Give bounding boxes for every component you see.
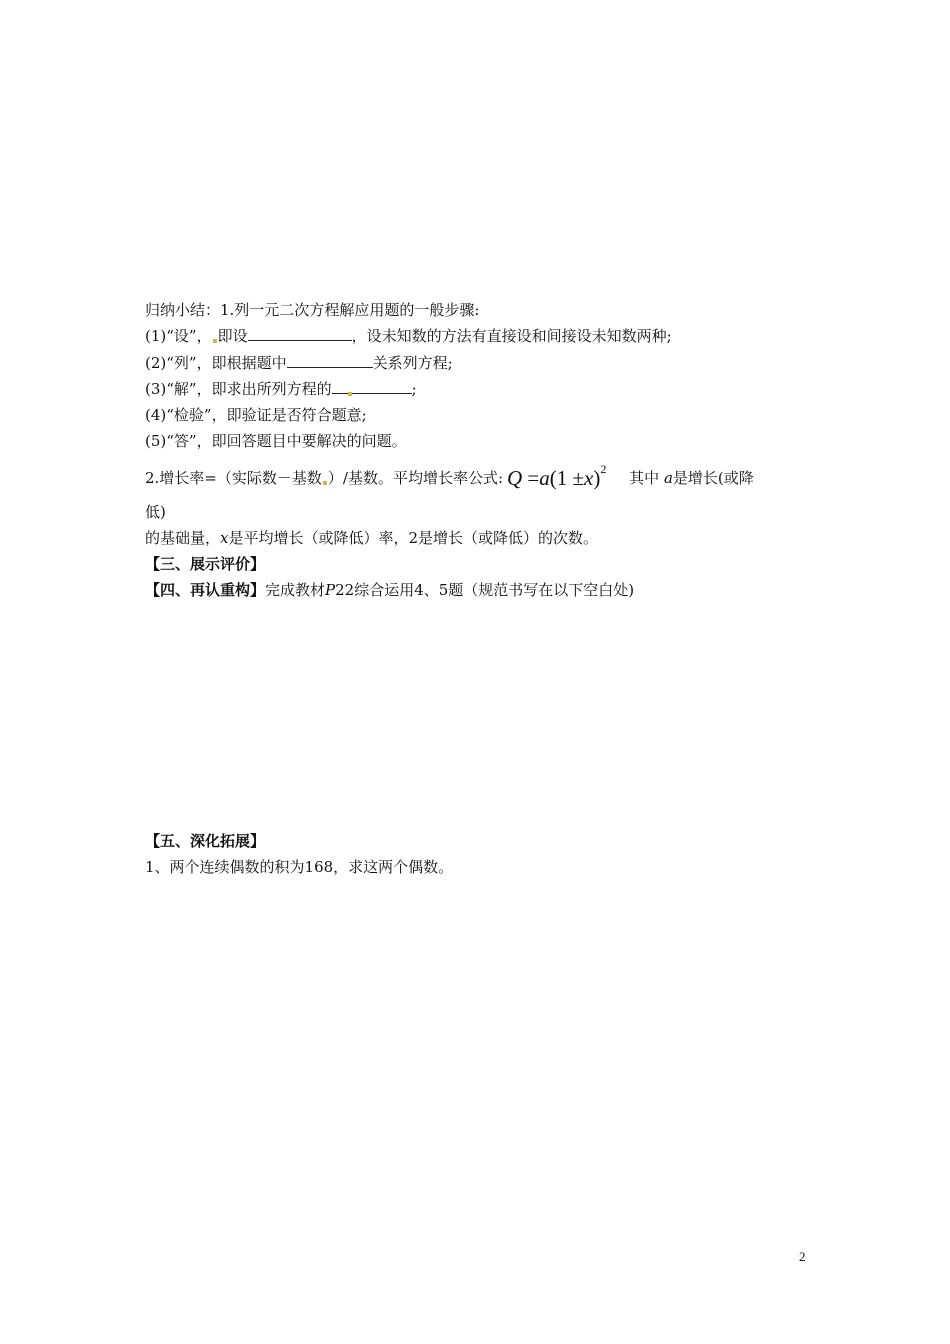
step-2-rest: 关系列方程; [372, 354, 453, 372]
fill-blank [248, 326, 352, 341]
step-1-rest: ，设未知数的方法有直接设和间接设未知数两种; [351, 327, 672, 345]
section-4-post: 22综合运用4、5题（规范书写在以下空白处) [335, 581, 635, 599]
growth-after: 其中 [629, 469, 660, 487]
summary-title: 归纳小结：1.列一元二次方程解应用题的一般步骤: [145, 301, 480, 319]
step-1-text: 即设 [217, 327, 248, 345]
highlight-mark [213, 339, 217, 343]
growth-line2 [145, 528, 598, 548]
step-4-text: 即验证是否符合题意; [226, 406, 367, 424]
question-1: 1、两个连续偶数的积为168，求这两个偶数。 [145, 858, 454, 876]
section-4-p: P [325, 581, 336, 599]
fill-blank [287, 353, 373, 368]
section-4 [145, 580, 634, 600]
step-1-label: (1)“设”， [145, 327, 212, 345]
section-4-pre: 完成教材 [265, 581, 326, 599]
highlight-mark [348, 392, 352, 396]
section-4-heading: 【四、再认重构】 [145, 581, 266, 599]
growth-line2-post: 是平均增长（或降低）率，2是增长（或降低）的次数。 [228, 529, 599, 547]
step-2 [145, 353, 453, 373]
step-4-label: (4)“检验”， [145, 406, 227, 424]
step-3 [145, 379, 417, 399]
page-number: 2 [799, 1249, 806, 1264]
growth-after2: 是增长(或降 [672, 469, 754, 487]
step-5-label: (5)“答”， [145, 432, 212, 450]
step-2-text: 即根据题中 [211, 354, 287, 372]
growth-rate-pre: 2.增长率=（实际数－基数 [145, 469, 322, 487]
step-3-label: (3)“解”， [145, 380, 212, 398]
growth-line2-pre: 的基础量， [145, 529, 221, 547]
growth-formula: $Q =a(1 \pm x)^2$ [507, 462, 607, 490]
section-5-heading: 【五、深化拓展】 [145, 832, 266, 850]
step-1 [145, 326, 672, 346]
highlight-mark [323, 481, 327, 485]
step-2-label: (2)“列”， [145, 354, 212, 372]
step-5 [145, 431, 407, 451]
step-3-rest: ; [411, 380, 417, 398]
step-3-text: 即求出所列方程的 [211, 380, 332, 398]
growth-rate-line [145, 458, 754, 491]
var-x: x [220, 529, 229, 547]
fill-blank [332, 379, 412, 394]
step-4 [145, 405, 367, 425]
growth-wrap: 低) [145, 503, 166, 521]
section-3-heading: 【三、展示评价】 [145, 555, 266, 573]
growth-rate-post: ）/基数。平均增长率公式: [327, 469, 503, 487]
var-a: a [663, 469, 673, 487]
step-5-text: 即回答题目中要解决的问题。 [211, 432, 407, 450]
